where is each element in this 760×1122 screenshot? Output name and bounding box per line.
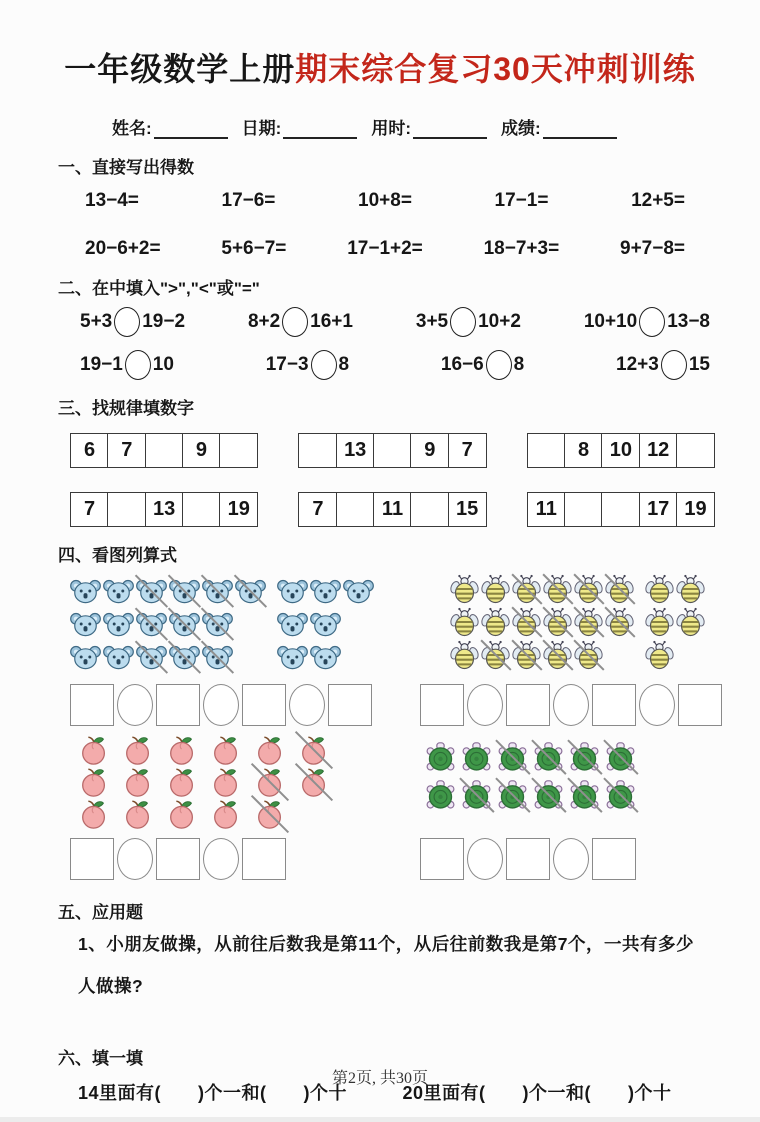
bee-icon <box>481 574 510 604</box>
right-expression: 10 <box>152 354 174 375</box>
comparison-row-2 <box>80 350 710 380</box>
koala-icon <box>202 644 233 670</box>
section-6-heading: 六、填一填 <box>58 1049 143 1068</box>
math-problem: 5+6−7= <box>221 238 287 259</box>
sequence-blank-cell[interactable] <box>373 433 412 468</box>
score-blank[interactable] <box>543 120 617 139</box>
answer-box-square[interactable] <box>678 684 722 726</box>
answer-box-square[interactable] <box>420 684 464 726</box>
sequence-cell: 11 <box>527 492 566 527</box>
comparison-circle[interactable] <box>311 350 337 380</box>
sequence-cell: 9 <box>182 433 221 468</box>
date-field <box>242 114 358 139</box>
turtle-icon <box>496 741 529 774</box>
koala-icon <box>169 578 200 604</box>
answer-box-circle[interactable] <box>117 838 153 880</box>
answer-box-square[interactable] <box>242 684 286 726</box>
sequence-cell: 7 <box>107 433 146 468</box>
answer-box-circle[interactable] <box>639 684 675 726</box>
title-red: 期末综合复习30天冲刺训练 <box>295 51 696 87</box>
answer-box-square[interactable] <box>328 684 372 726</box>
score-field <box>501 114 617 139</box>
picture-problems-area <box>0 570 760 888</box>
bee-icon <box>676 607 705 637</box>
apple-icon <box>252 766 288 798</box>
koala-icon <box>277 644 308 670</box>
bee-icon <box>605 574 634 604</box>
koala-icon <box>136 611 167 637</box>
bee-icon <box>645 607 674 637</box>
comparison-item <box>441 350 524 380</box>
title-black: 一年级数学上册 <box>64 51 296 87</box>
sequence-cell: 7 <box>70 492 109 527</box>
sequence-cell: 12 <box>639 433 678 468</box>
comparison-item <box>584 307 710 337</box>
fill-blank-line: 14里面有( )个一和( )个十 20里面有( )个一和( )个十 <box>78 1083 672 1103</box>
apple-icon <box>164 798 200 830</box>
bee-icon <box>512 574 541 604</box>
left-expression: 12+3 <box>616 354 659 375</box>
koala-icon <box>103 578 134 604</box>
koala-icon <box>343 578 374 604</box>
bee-answer-row <box>420 684 725 726</box>
turtle-icon <box>460 741 493 774</box>
bee-icon <box>543 574 572 604</box>
apple-icon <box>208 766 244 798</box>
answer-box-circle[interactable] <box>467 838 503 880</box>
apple-icon <box>164 766 200 798</box>
sequence-table <box>527 492 715 527</box>
section-3-heading: 三、找规律填数字 <box>58 399 194 418</box>
koala-icon <box>70 644 101 670</box>
math-problem: 17−1+2= <box>347 238 423 259</box>
comparison-circle[interactable] <box>661 350 687 380</box>
name-field-label: 姓名: <box>112 119 152 138</box>
koala-icon <box>310 611 341 637</box>
answer-box-square[interactable] <box>156 838 200 880</box>
problem-row-1 <box>85 190 685 212</box>
apple-icon <box>296 766 332 798</box>
time-blank[interactable] <box>413 120 487 139</box>
sequence-blank-cell[interactable] <box>182 492 221 527</box>
koala-side-grid <box>277 574 376 673</box>
math-problem: 9+7−8= <box>620 238 685 259</box>
comparison-item <box>80 350 174 380</box>
date-blank[interactable] <box>283 120 357 139</box>
bee-icon <box>543 607 572 637</box>
turtle-answer-row <box>420 838 639 880</box>
sequence-cell: 10 <box>601 433 640 468</box>
sequence-cell: 15 <box>448 492 487 527</box>
sequence-blank-cell[interactable] <box>298 433 337 468</box>
sequence-table <box>70 492 258 527</box>
left-expression: 8+2 <box>247 311 281 332</box>
koala-icon <box>310 578 341 604</box>
math-problem: 20−6+2= <box>85 238 161 259</box>
koala-icon <box>277 611 308 637</box>
apple-icon <box>120 766 156 798</box>
answer-box-square[interactable] <box>506 684 550 726</box>
sequence-blank-cell[interactable] <box>601 492 640 527</box>
bee-side-grid <box>645 572 707 671</box>
comparison-circle[interactable] <box>639 307 665 337</box>
koala-icon <box>70 578 101 604</box>
comparison-circle[interactable] <box>486 350 512 380</box>
sequence-cell: 11 <box>373 492 412 527</box>
bee-icon <box>543 640 572 670</box>
page-footer: 第2页, 共30页 <box>331 1070 428 1087</box>
comparison-circle[interactable] <box>125 350 151 380</box>
apple-icon <box>76 734 112 766</box>
sequence-cell: 7 <box>298 492 337 527</box>
sequence-table <box>298 433 486 468</box>
bee-icon <box>450 640 479 670</box>
koala-icon <box>136 644 167 670</box>
date-field-label: 日期: <box>241 119 282 138</box>
answer-box-square[interactable] <box>592 838 636 880</box>
info-row <box>112 114 760 139</box>
answer-box-circle[interactable] <box>553 684 589 726</box>
bee-icon <box>512 640 541 670</box>
apple-icon <box>120 798 156 830</box>
section-5-heading: 五、应用题 <box>58 903 143 922</box>
sequence-cell: 9 <box>410 433 449 468</box>
section-4-heading: 四、看图列算式 <box>58 546 177 565</box>
page-title <box>0 0 760 90</box>
left-expression: 19−1 <box>80 354 123 375</box>
apple-icon <box>76 798 112 830</box>
bee-icon <box>605 607 634 637</box>
turtle-grid <box>424 738 640 814</box>
time-field-label: 用时: <box>371 119 412 138</box>
koala-icon <box>70 611 101 637</box>
comparison-circle[interactable] <box>114 307 140 337</box>
comparison-item <box>248 307 353 337</box>
koala-icon <box>169 644 200 670</box>
koala-icon <box>235 578 266 604</box>
comparison-row-1 <box>80 307 710 337</box>
apple-answer-row <box>70 838 289 880</box>
sequence-row-1 <box>70 433 715 468</box>
apple-icon <box>208 734 244 766</box>
left-expression: 3+5 <box>415 311 449 332</box>
sequence-table <box>70 433 258 468</box>
bee-icon <box>574 574 603 604</box>
answer-box-square[interactable] <box>242 838 286 880</box>
comparison-circle[interactable] <box>282 307 308 337</box>
answer-box-circle[interactable] <box>203 684 239 726</box>
koala-answer-row <box>70 684 375 726</box>
bee-icon <box>574 640 603 670</box>
koala-icon <box>169 611 200 637</box>
comparison-circle[interactable] <box>450 307 476 337</box>
math-problem: 13−4= <box>85 190 139 211</box>
apple-icon <box>296 734 332 766</box>
time-field <box>371 114 487 139</box>
apple-icon <box>120 734 156 766</box>
math-problem: 18−7+3= <box>483 238 560 259</box>
bee-icon <box>512 607 541 637</box>
koala-icon <box>310 644 341 670</box>
comparison-item <box>416 307 521 337</box>
name-blank[interactable] <box>154 120 228 139</box>
sequence-blank-cell[interactable] <box>219 433 258 468</box>
sequence-cell: 13 <box>336 433 375 468</box>
sequence-row-2 <box>70 492 715 527</box>
right-expression: 19−2 <box>142 311 186 332</box>
koala-icon <box>202 611 233 637</box>
bee-icon <box>481 640 510 670</box>
koala-icon <box>277 578 308 604</box>
turtle-icon <box>532 741 565 774</box>
left-expression: 17−3 <box>265 354 309 375</box>
bee-main-grid <box>450 572 636 671</box>
turtle-icon <box>604 741 637 774</box>
section-1-heading: 一、直接写出得数 <box>58 158 194 177</box>
sequence-blank-cell[interactable] <box>145 433 184 468</box>
answer-box-circle[interactable] <box>553 838 589 880</box>
sequence-cell: 6 <box>70 433 109 468</box>
sequence-cell: 13 <box>145 492 184 527</box>
answer-box-circle[interactable] <box>203 838 239 880</box>
right-expression: 10+2 <box>478 311 521 332</box>
turtle-icon <box>568 779 601 812</box>
bee-icon <box>645 640 674 670</box>
word-problem-line-2: 人做操? <box>78 976 144 996</box>
sequence-blank-cell[interactable] <box>564 492 603 527</box>
left-expression: 5+3 <box>80 311 113 332</box>
answer-box-square[interactable] <box>70 838 114 880</box>
right-expression: 13−8 <box>667 311 710 332</box>
section-2-heading: 二、在中填入">","<"或"=" <box>58 279 260 298</box>
koala-icon <box>103 644 134 670</box>
comparison-item <box>616 350 710 380</box>
sequence-table <box>527 433 715 468</box>
math-problem: 17−1= <box>494 190 549 211</box>
bee-icon <box>450 607 479 637</box>
turtle-icon <box>604 779 637 812</box>
sequence-blank-cell[interactable] <box>410 492 449 527</box>
answer-box-square[interactable] <box>420 838 464 880</box>
apple-icon <box>164 734 200 766</box>
sequence-cell: 7 <box>448 433 487 468</box>
turtle-icon <box>460 779 493 812</box>
sequence-blank-cell[interactable] <box>527 433 566 468</box>
sequence-cell: 17 <box>639 492 678 527</box>
problem-row-2 <box>85 238 685 260</box>
answer-box-square[interactable] <box>156 684 200 726</box>
bee-icon <box>645 574 674 604</box>
sequence-table <box>298 492 486 527</box>
turtle-icon <box>568 741 601 774</box>
right-expression: 16+1 <box>310 311 353 332</box>
bee-icon <box>450 574 479 604</box>
answer-box-circle[interactable] <box>289 684 325 726</box>
koala-icon <box>103 611 134 637</box>
turtle-icon <box>496 779 529 812</box>
comparison-item <box>266 350 349 380</box>
sequence-blank-cell[interactable] <box>676 433 715 468</box>
name-field <box>112 114 228 139</box>
apple-icon <box>252 798 288 830</box>
apple-icon <box>76 766 112 798</box>
sequence-cell: 8 <box>564 433 603 468</box>
word-problem-line-1: 1、小朋友做操，从前往后数我是第11个，从后往前数我是第7个，一共有多少 <box>78 934 694 954</box>
right-expression: 15 <box>688 354 710 375</box>
comparison-item <box>80 307 185 337</box>
right-expression: 8 <box>513 354 525 375</box>
koala-icon <box>136 578 167 604</box>
sequence-blank-cell[interactable] <box>107 492 146 527</box>
bee-icon <box>574 607 603 637</box>
sequence-cell: 19 <box>676 492 715 527</box>
bee-icon <box>481 607 510 637</box>
answer-box-square[interactable] <box>506 838 550 880</box>
answer-box-square[interactable] <box>592 684 636 726</box>
bee-icon <box>676 574 705 604</box>
left-expression: 16−6 <box>440 354 484 375</box>
left-expression: 10+10 <box>583 311 638 332</box>
sequence-cell: 19 <box>219 492 258 527</box>
math-problem: 10+8= <box>358 190 412 211</box>
right-expression: 8 <box>338 354 350 375</box>
answer-box-circle[interactable] <box>467 684 503 726</box>
apple-grid <box>76 734 340 830</box>
math-problem: 17−6= <box>221 190 276 211</box>
turtle-icon <box>424 741 457 774</box>
turtle-icon <box>532 779 565 812</box>
apple-icon <box>252 734 288 766</box>
math-problem: 12+5= <box>631 190 685 211</box>
score-field-label: 成绩: <box>501 119 541 138</box>
answer-box-square[interactable] <box>70 684 114 726</box>
turtle-icon <box>424 779 457 812</box>
answer-box-circle[interactable] <box>117 684 153 726</box>
koala-icon <box>202 578 233 604</box>
koala-main-grid <box>70 574 268 673</box>
apple-icon <box>208 798 244 830</box>
sequence-blank-cell[interactable] <box>336 492 375 527</box>
